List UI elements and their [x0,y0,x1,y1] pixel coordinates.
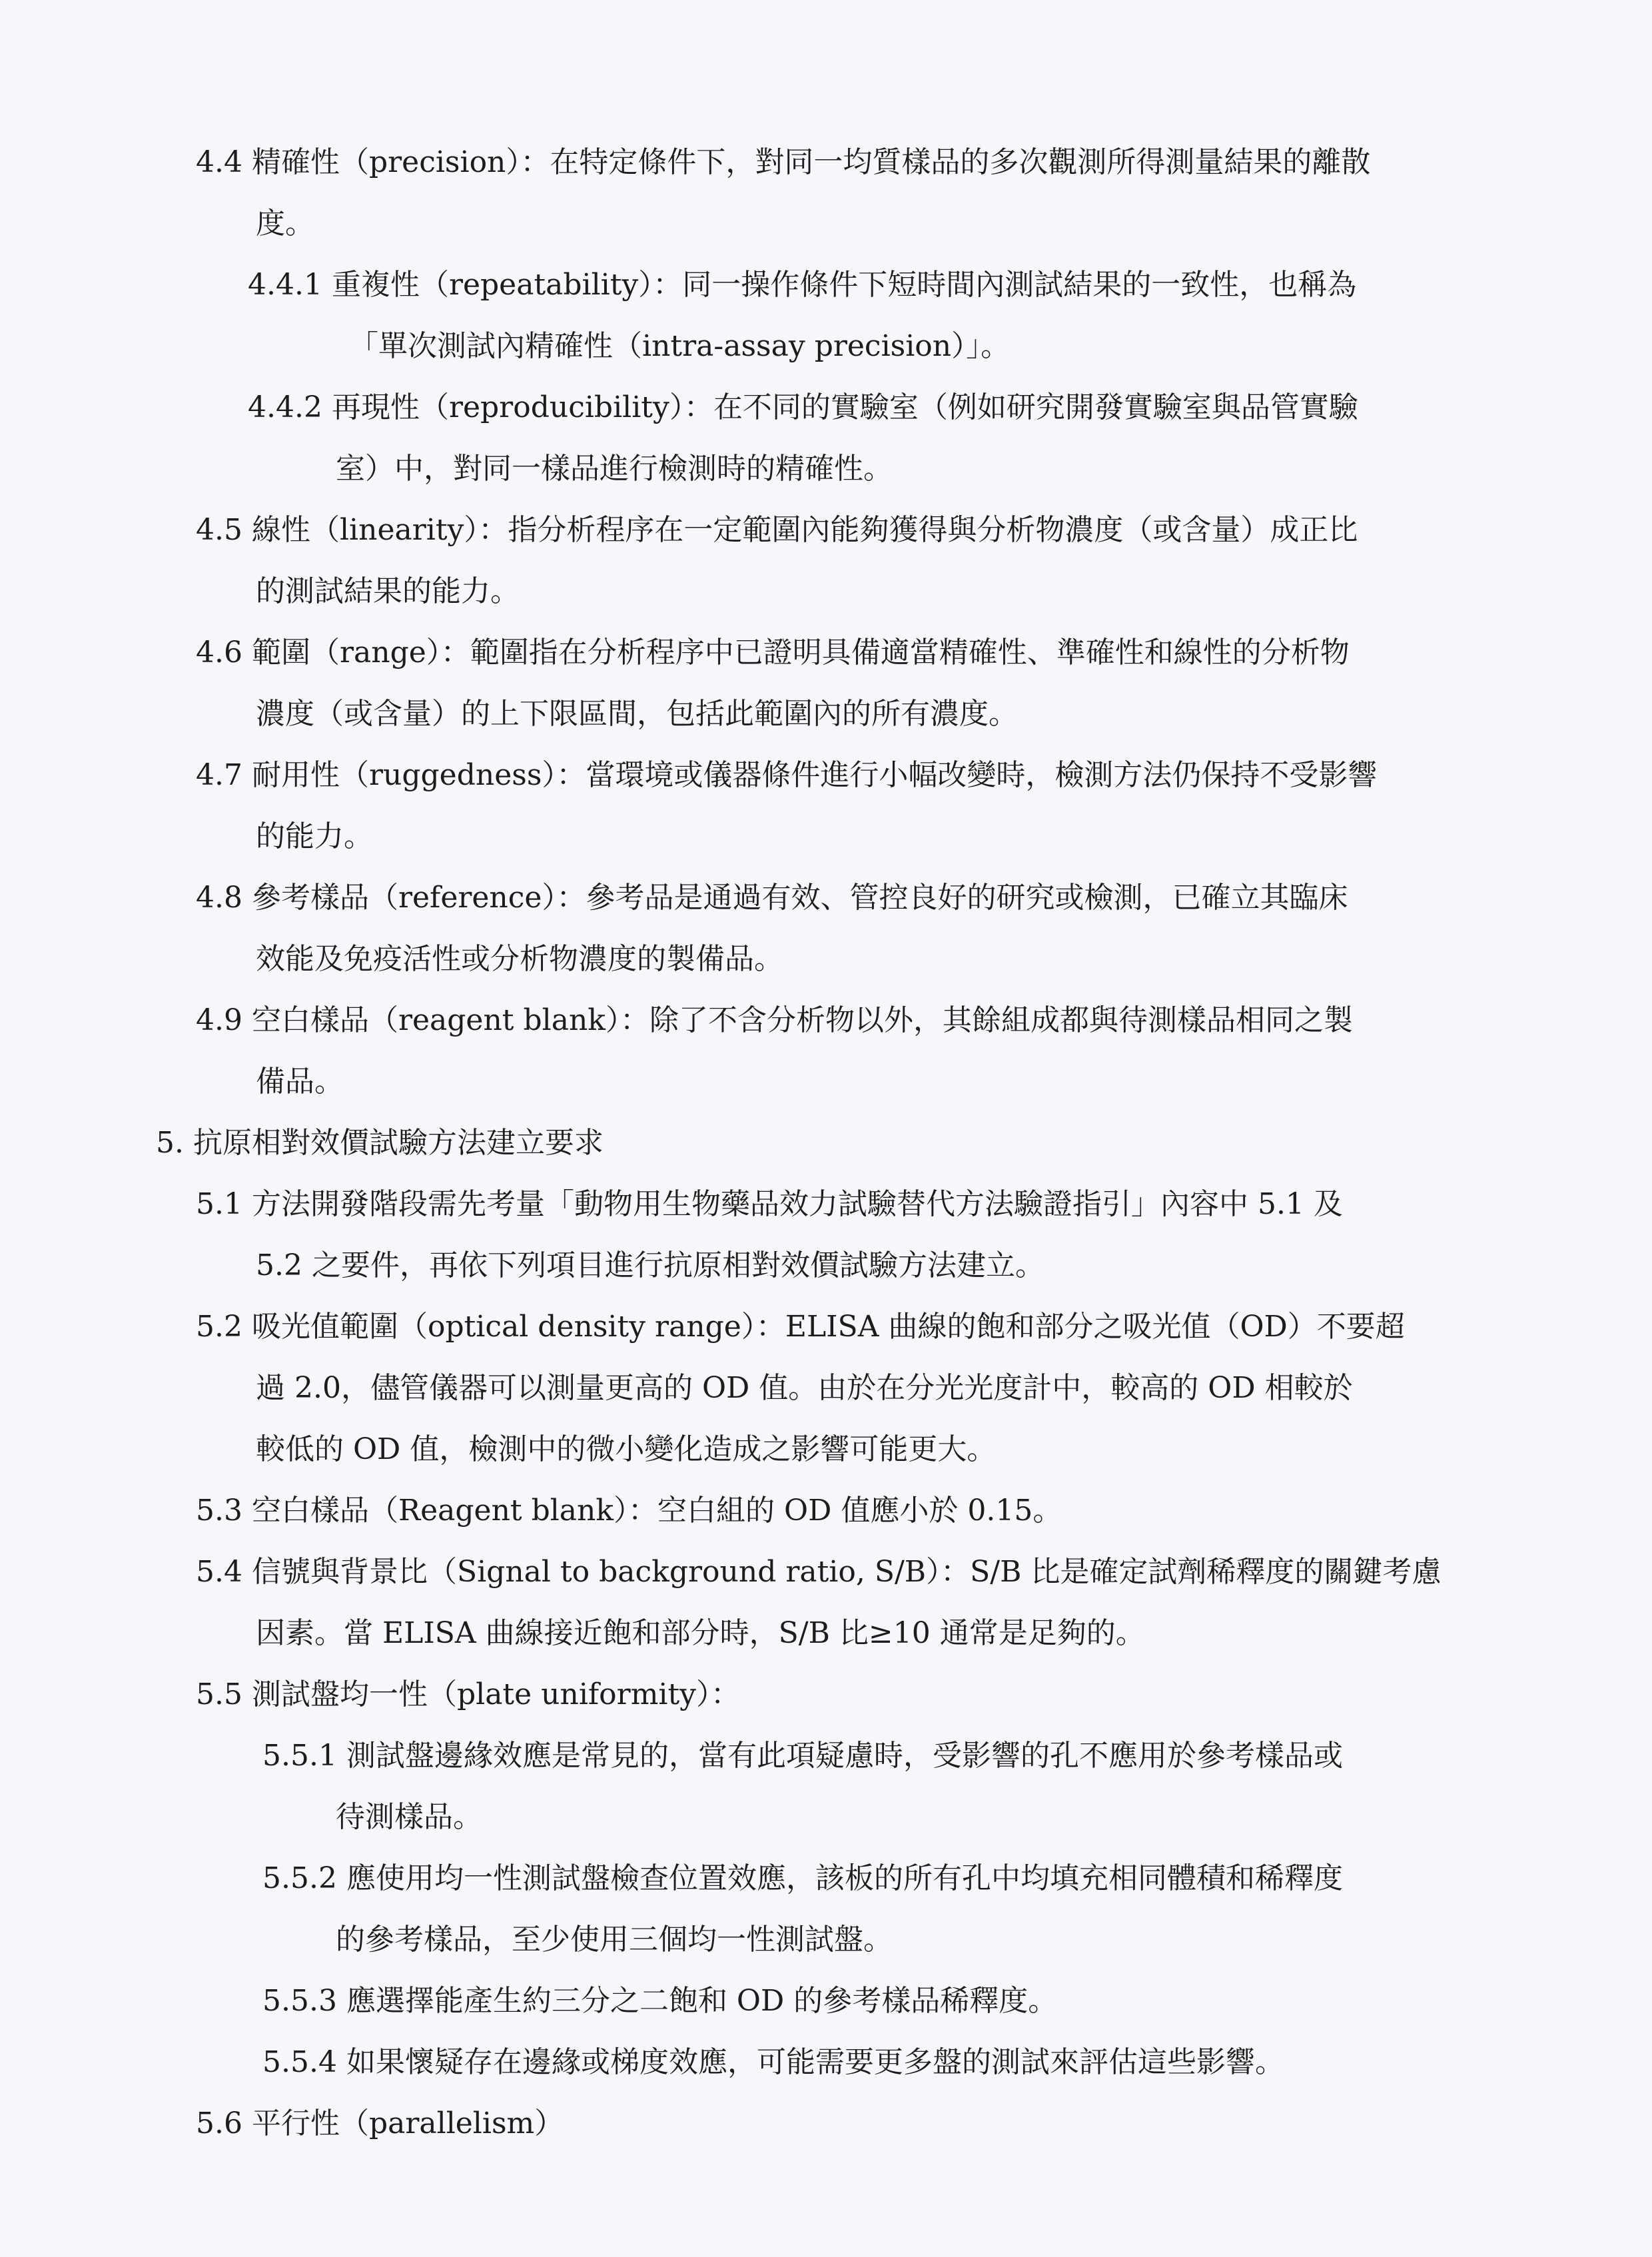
line-4-5-cont: 的測試結果的能力。 [256,574,520,608]
line-4-7-cont: 的能力。 [256,819,373,853]
line-5-5: 5.5 測試盤均一性（plate uniformity）： [196,1677,741,1711]
line-5-5-3: 5.5.3 應選擇能產生約三分之二飽和 OD 的參考樣品稀釋度。 [262,1984,1058,2018]
line-5-5-1-cont: 待測樣品。 [336,1800,482,1834]
line-5-2-cont-1: 過 2.0，儘管儀器可以測量更高的 OD 值。由於在分光光度計中，較高的 OD 相較於 [256,1371,1353,1405]
line-5-4-cont: 因素。當 ELISA 曲線接近飽和部分時，S/B 比≥10 通常是足夠的。 [256,1616,1145,1650]
line-4-8: 4.8 參考樣品（reference）：參考品是通過有效、管控良好的研究或檢測，已確立其臨床 [196,881,1348,915]
line-5-5-2: 5.5.2 應使用均一性測試盤檢查位置效應，該板的所有孔中均填充相同體積和稀釋度 [262,1861,1343,1895]
line-4-9-cont: 備品。 [256,1065,344,1099]
line-4-6: 4.6 範圍（range）：範圍指在分析程序中已證明具備適當精確性、準確性和線性的分析物 [196,636,1350,670]
line-4-4-2: 4.4.2 再現性（reproducibility）：在不同的實驗室（例如研究開發實驗室與品管實驗 [248,390,1358,424]
line-5-3: 5.3 空白樣品（Reagent blank）：空白組的 OD 值應小於 0.15。 [196,1494,1062,1528]
line-4-8-cont: 效能及免疫活性或分析物濃度的製備品。 [256,942,783,976]
line-4-4-2-cont: 室）中，對同一樣品進行檢測時的精確性。 [336,452,893,486]
line-5-4: 5.4 信號與背景比（Signal to background ratio, S/B）：S/B 比是確定試劑稀釋度的關鍵考慮 [196,1555,1442,1589]
line-5-5-2-cont: 的參考樣品，至少使用三個均一性測試盤。 [336,1923,893,1957]
line-4-4-cont: 度。 [256,207,314,240]
line-4-4-1: 4.4.1 重複性（repeatability）：同一操作條件下短時間內測試結果的一致性，也稱為 [248,268,1357,302]
line-5-1: 5.1 方法開發階段需先考量「動物用生物藥品效力試驗替代方法驗證指引」內容中 5.1 及 [196,1187,1343,1221]
line-4-5: 4.5 線性（linearity）：指分析程序在一定範圍內能夠獲得與分析物濃度（或含量）成正比 [196,513,1358,547]
line-4-9: 4.9 空白樣品（reagent blank）：除了不含分析物以外，其餘組成都與待測樣品相同之製 [196,1003,1353,1037]
line-5-2-cont-2: 較低的 OD 值，檢測中的微小變化造成之影響可能更大。 [256,1432,997,1466]
line-5-1-cont: 5.2 之要件，再依下列項目進行抗原相對效價試驗方法建立。 [256,1248,1044,1282]
line-4-4-1-cont: 「單次測試內精確性（intra-assay precision）」。 [349,329,1011,363]
line-5-2: 5.2 吸光值範圍（optical density range）：ELISA 曲線的飽和部分之吸光值（OD）不要超 [196,1310,1405,1344]
line-5-5-4: 5.5.4 如果懷疑存在邊緣或梯度效應，可能需要更多盤的測試來評估這些影響。 [262,2045,1284,2079]
line-4-4: 4.4 精確性（precision）：在特定條件下，對同一均質樣品的多次觀測所得測量結果的離散 [196,145,1371,179]
line-4-7: 4.7 耐用性（ruggedness）：當環境或儀器條件進行小幅改變時，檢測方法仍保持不受影響 [196,758,1378,792]
line-5-5-1: 5.5.1 測試盤邊緣效應是常見的，當有此項疑慮時，受影響的孔不應用於參考樣品或 [262,1739,1343,1773]
section-5-heading: 5. 抗原相對效價試驗方法建立要求 [156,1126,604,1160]
line-5-6: 5.6 平行性（parallelism） [196,2106,564,2140]
line-4-6-cont: 濃度（或含量）的上下限區間，包括此範圍內的所有濃度。 [256,697,1018,731]
